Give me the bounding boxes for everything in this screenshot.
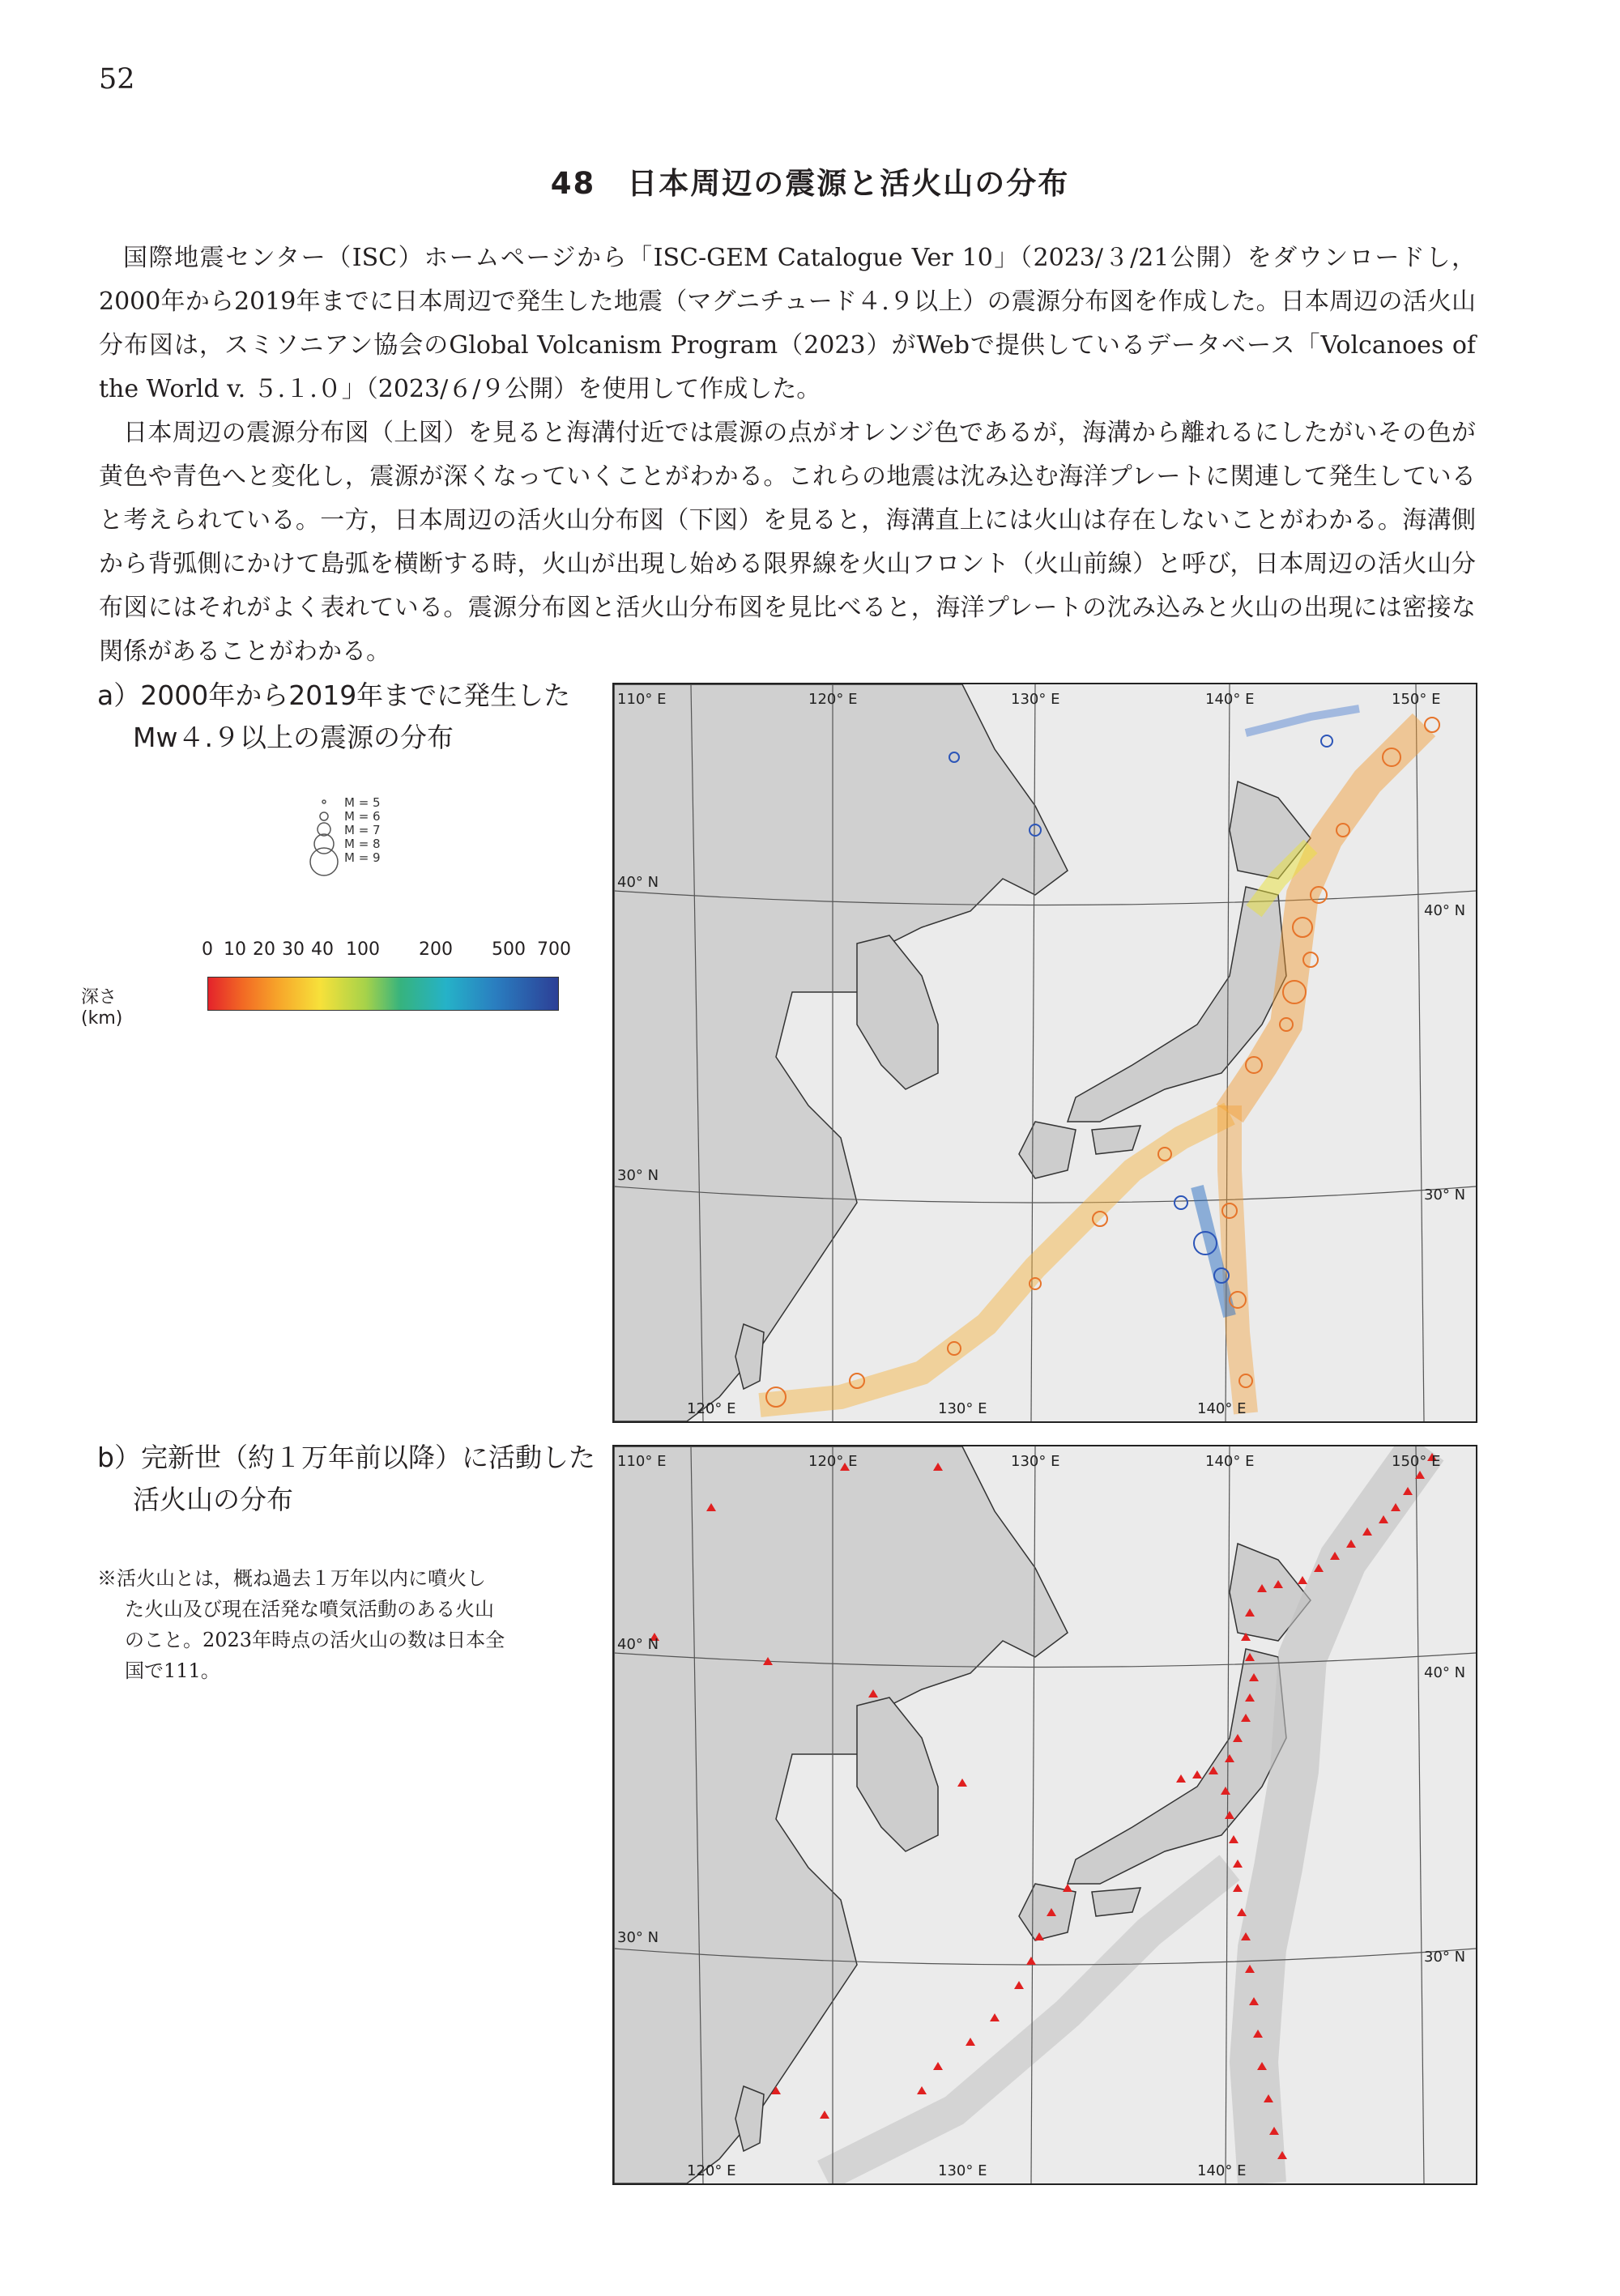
magnitude-circle [310,848,338,875]
depth-tick: 500 [492,939,526,960]
magnitude-label: M = 8 [344,837,381,851]
magnitude-circle [314,834,334,854]
magnitude-circle [320,812,328,820]
magnitude-legend [308,794,437,886]
volcano-map [612,1445,1477,2185]
depth-tick: 20 [253,939,275,960]
magnitude-label: M = 9 [344,850,381,865]
lon-label: 150° E [1392,1453,1441,1470]
depth-tick: 10 [224,939,246,960]
depth-ticks [201,939,571,964]
depth-label: 深さ (km) [81,987,123,1029]
lat-label: 30° N [617,1167,659,1184]
lon-label: 120° E [808,691,858,708]
lon-label: 120° E [808,1453,858,1470]
magnitude-circle [322,800,326,803]
lon-label: 130° E [938,1400,987,1417]
lon-label: 130° E [1011,1453,1060,1470]
lon-label: 130° E [1011,691,1060,708]
note-line: た火山及び現在活発な噴気活動のある火山 [125,1598,494,1621]
lon-label: 140° E [1205,1453,1255,1470]
figure-b-caption [97,1437,595,1521]
lon-label: 150° E [1392,691,1441,708]
depth-tick: 100 [346,939,380,960]
magnitude-label: M = 5 [344,795,381,810]
body-text [99,236,1476,674]
lat-label: 30° N [617,1929,659,1946]
note-line: ※活火山とは，概ね過去１万年以内に噴火し [97,1567,486,1590]
lat-label: 40° N [617,1636,659,1653]
lat-label: 40° N [1424,902,1466,919]
lat-label: 30° N [1424,1186,1466,1203]
lat-label: 30° N [1424,1949,1466,1966]
note-line: 国で111。 [125,1659,220,1682]
lon-label: 130° E [938,2162,987,2179]
paragraph: 日本周辺の震源分布図（上図）を見ると海溝付近では震源の点がオレンジ色であるが，海溝から離れるにしたがいその色が黄色や青色へと変化し，震源が深くなっていくことがわかる。これらの地震は沈み込む海洋プレートに関連して発生していると考えられている。一方，日本周辺の活火山分布図（下図）を見ると，海溝直上には火山は存在しないことがわかる。海溝側から背弧側にかけて島弧を横断する時，火山が出現し始める限界線を火山フロント（火山前線）と呼び，日本周辺の活火山分布図にはそれがよく表れている。震源分布図と活火山分布図を見比べると，海洋プレートの沈み込みと火山の出現には密接な関係があることがわかる。 [99,419,1476,666]
lon-label: 110° E [617,691,667,708]
page-number: 52 [99,63,135,96]
lon-label: 140° E [1197,1400,1247,1417]
lat-label: 40° N [1424,1664,1466,1681]
figure-b-caption-line2: 活火山の分布 [133,1484,293,1515]
hypocenter-map-graphic [614,684,1476,1421]
magnitude-circles [308,794,437,883]
volcano-map-graphic [614,1446,1476,2183]
magnitude-label: M = 6 [344,809,381,824]
lat-label: 40° N [617,874,659,891]
lon-label: 140° E [1197,2162,1247,2179]
magnitude-label: M = 7 [344,823,381,837]
figure-a-caption [97,675,570,759]
paragraph: 国際地震センター（ISC）ホームページから「ISC-GEM Catalogue Ver 10」（2023/３/21公開）をダウンロードし，2000年から2019年までに日本周辺で発生した地震（マグニチュード４.９以上）の震源分布図を作成した。日本周辺の活火山分布図は，スミソニアン協会のGlobal Volcanism Program（2023）がWebで提供しているデータベース「Volcanoes of the World v. ５.１.０」（2023/６/９公開）を使用して作成した。 [99,244,1476,403]
depth-tick: 200 [419,939,453,960]
depth-tick: 30 [282,939,305,960]
lon-label: 110° E [617,1453,667,1470]
lon-label: 120° E [687,1400,736,1417]
note-line: のこと。2023年時点の活火山の数は日本全 [125,1629,505,1651]
figure-a-caption-line2: Mw４.９以上の震源の分布 [133,722,454,753]
figure-b-caption-line1: b）完新世（約１万年前以降）に活動した [97,1442,595,1473]
volcano-note [97,1563,599,1686]
hypocenter-map [612,683,1477,1423]
depth-colorbar [207,977,559,1011]
figure-a-caption-line1: a）2000年から2019年までに発生した [97,679,571,711]
lon-label: 120° E [687,2162,736,2179]
depth-tick: 0 [202,939,213,960]
depth-tick: 700 [537,939,571,960]
page-title: 48 日本周辺の震源と活火山の分布 [550,166,1070,201]
lon-label: 140° E [1205,691,1255,708]
depth-tick: 40 [311,939,334,960]
